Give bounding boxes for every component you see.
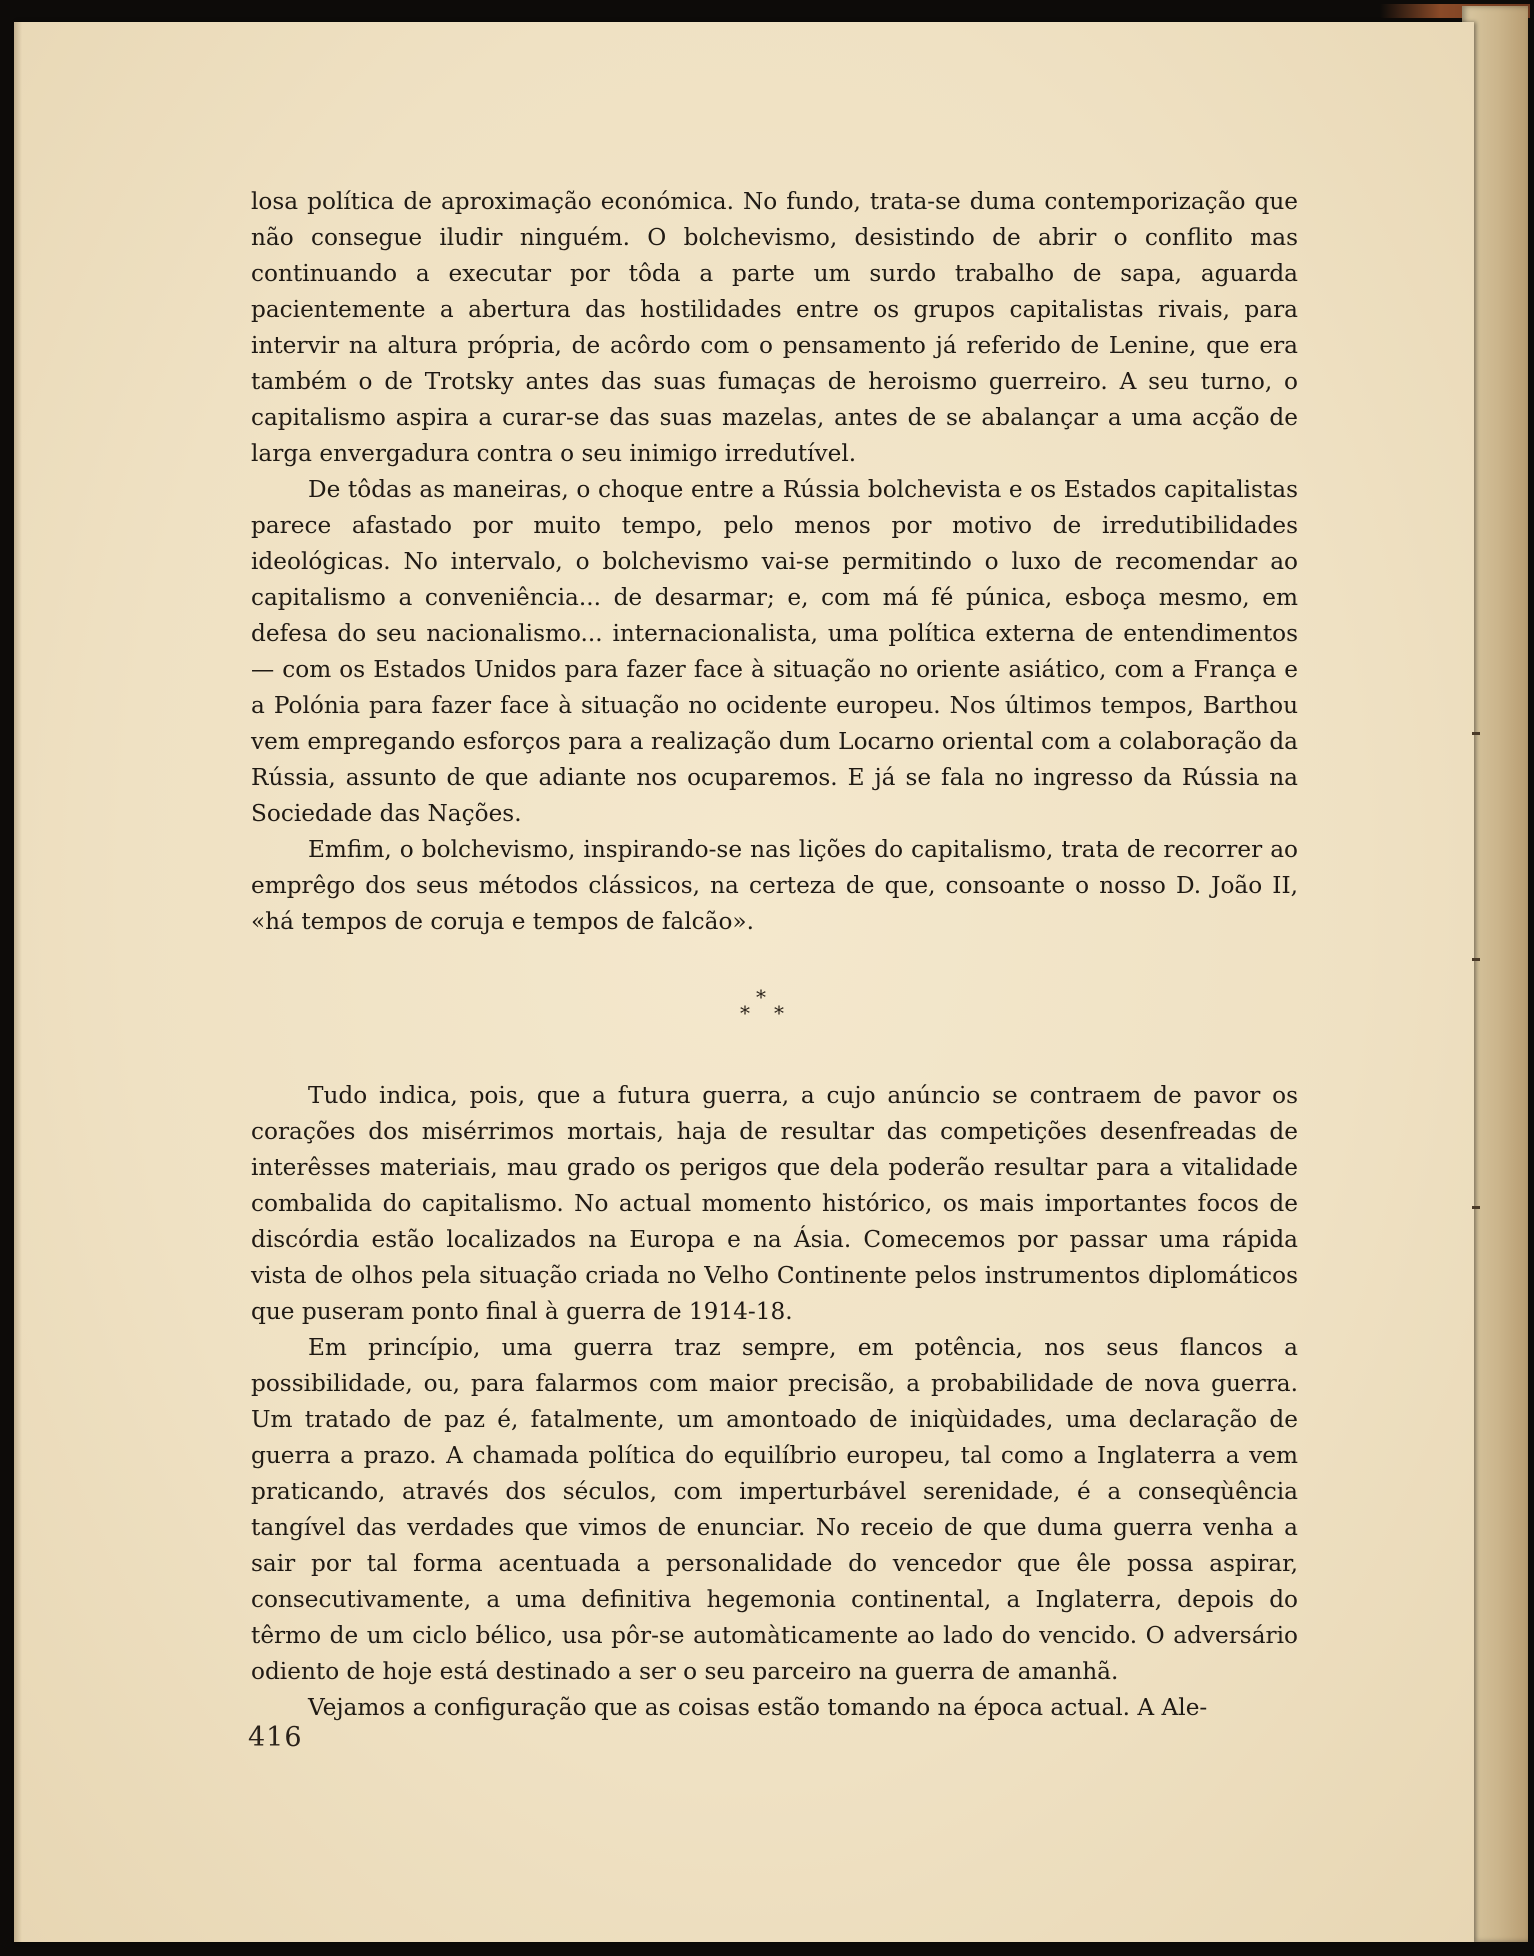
body-text-bottom	[251, 1078, 1298, 1726]
paragraph: Vejamos a configuração que as coisas estão tomando na época actual. A Ale-	[308, 1694, 1208, 1721]
edge-mark	[1472, 732, 1480, 735]
asterisk: *	[740, 1001, 750, 1025]
page-gutter-shadow	[14, 22, 22, 1942]
paragraph: Em princípio, uma guerra traz sempre, em potência, nos seus flancos a possibilidade, ou, para falarmos com maior precisão, a probabilidade de nova guerra. Um tratado de paz é, fatalmente, um amontoado de iniqùidades, uma declaração de guerra a prazo. A chamada política do equilíbrio europeu, tal como a Inglaterra a vem praticando, através dos séculos, com imperturbável serenidade, é a conseqùência tangível das verdades que vimos de enunciar. No receio de que duma guerra venha a sair por tal forma acentuada a personalidade do vencedor que êle possa aspirar, consecutivamente, a uma definitiva hegemonia continental, a Inglaterra, depois do têrmo de um ciclo bélico, usa pôr-se automàticamente ao lado do vencido. O adversário odiento de hoje está destinado a ser o seu parceiro na guerra de amanhã.	[251, 1334, 1298, 1685]
paragraph: De tôdas as maneiras, o choque entre a Rússia bolchevista e os Estados capitalistas parece afastado por muito tempo, pelo menos por motivo de irredutibilidades ideológicas. No intervalo, o bolchevismo vai-se permitindo o luxo de recomendar ao capitalismo a conveniência... de desarmar; e, com má fé púnica, esboça mesmo, em defesa do seu nacionalismo... internacionalista, uma política externa de entendimentos — com os Estados Unidos para fazer face à situação no oriente asiático, com a França e a Polónia para fazer face à situação no ocidente europeu. Nos últimos tempos, Barthou vem empregando esforços para a realização dum Locarno oriental com a colaboração da Rússia, assunto de que adiante nos ocuparemos. E já se fala no ingresso da Rússia na Sociedade das Nações.	[251, 476, 1298, 827]
asterisk: *	[756, 985, 766, 1009]
paragraph: Tudo indica, pois, que a futura guerra, a cujo anúncio se contraem de pavor os corações dos misérrimos mortais, haja de resultar das competições desenfreadas de interêsses materiais, mau grado os perigos que dela poderão resultar para a vitalidade combalida do capitalismo. No actual momento histórico, os mais importantes focos de discórdia estão localizados na Europa e na Ásia. Comecemos por passar uma rápida vista de olhos pela situação criada no Velho Continente pelos instrumentos diplomáticos que puseram ponto final à guerra de 1914-18.	[251, 1082, 1298, 1325]
body-text-top	[251, 184, 1298, 940]
paragraph-continuation: losa política de aproximação económica. No fundo, trata-se duma contemporização que não consegue iludir ninguém. O bolchevismo, desistindo de abrir o conflito mas continuando a executar por tôda a parte um surdo trabalho de sapa, aguarda pacientemente a abertura das hostilidades entre os grupos capitalistas rivais, para intervir na altura própria, de acôrdo com o pensamento já referido de Lenine, que era também o de Trotsky antes das suas fumaças de heroismo guerreiro. A seu turno, o capitalismo aspira a curar-se das suas mazelas, antes de se abalançar a uma acção de larga envergadura contra o seu inimigo irredutível.	[251, 188, 1298, 467]
page-number: 416	[248, 1722, 303, 1753]
asterisk: *	[774, 1001, 784, 1025]
edge-mark	[1472, 958, 1480, 961]
edge-mark	[1472, 1206, 1480, 1209]
section-break-asterism	[718, 985, 808, 1035]
paragraph: Emfim, o bolchevismo, inspirando-se nas lições do capitalismo, trata de recorrer ao emprêgo dos seus métodos clássicos, na certeza de que, consoante o nosso D. João II, «há tempos de coruja e tempos de falcão».	[251, 836, 1298, 935]
